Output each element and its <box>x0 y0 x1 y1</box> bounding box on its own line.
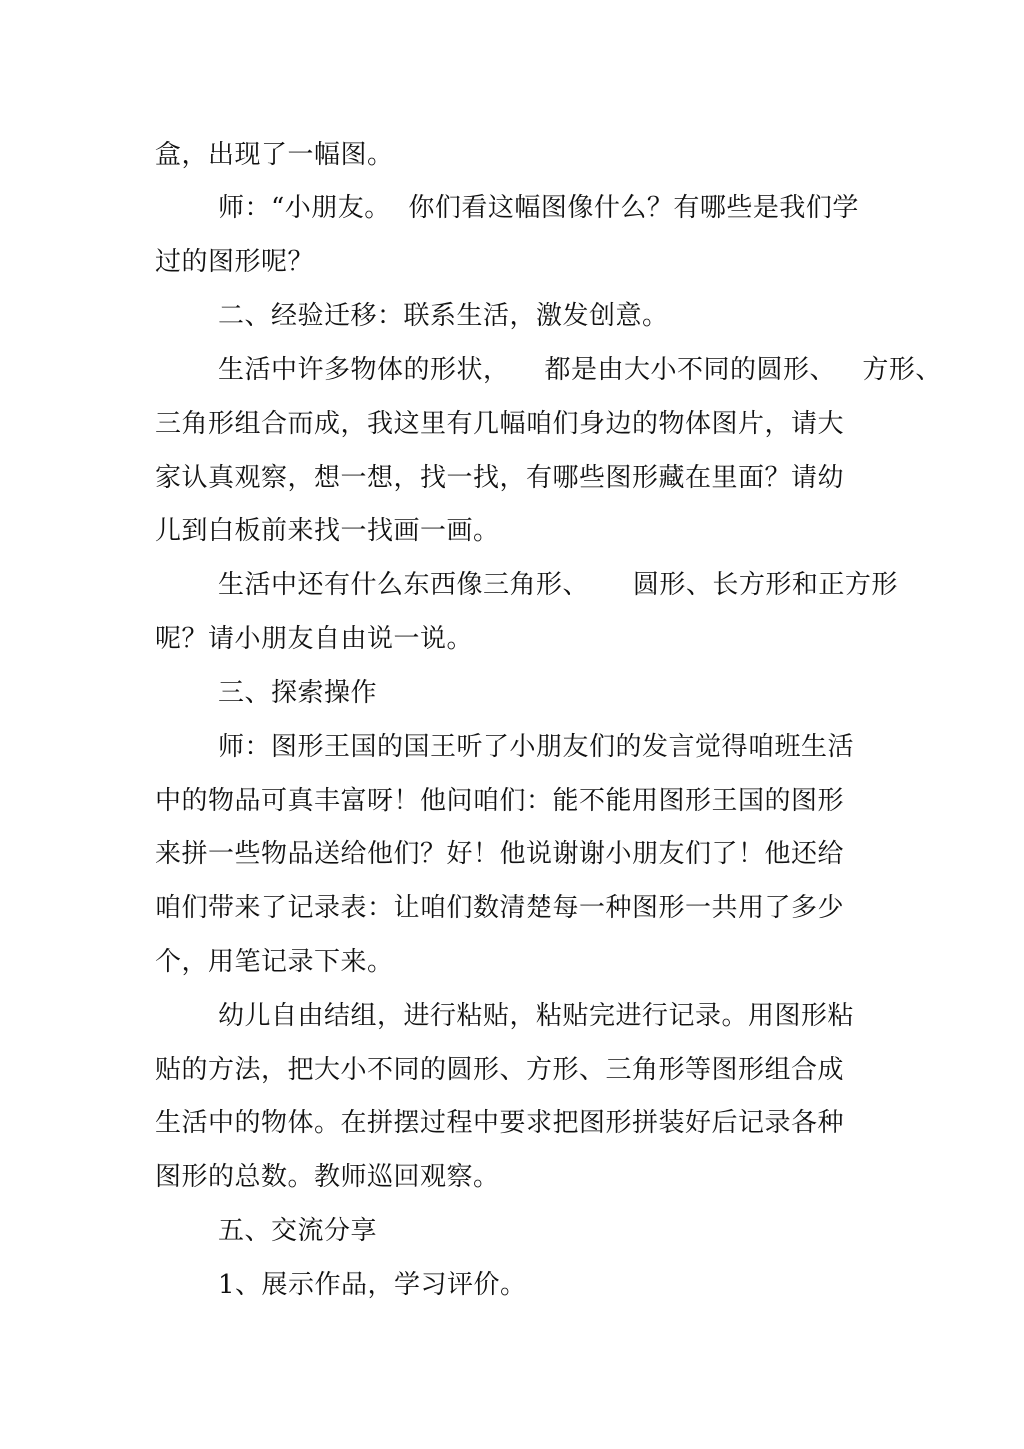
text-line: 三角形组合而成，我这里有几幅咱们身边的物体图片，请大 <box>155 409 845 439</box>
text-line: 生活中的物体。在拼摆过程中要求把图形拼装好后记录各种 <box>155 1108 845 1138</box>
text-line: 呢？请小朋友自由说一说。 <box>155 624 474 654</box>
text-line: 中的物品可真丰富呀！他问咱们：能不能用图形王国的图形 <box>155 786 845 816</box>
text-line: 家认真观察，想一想，找一找，有哪些图形藏在里面？请幼 <box>155 463 845 493</box>
text-line: 生活中还有什么东西像三角形、 圆形、长方形和正方形 <box>218 570 898 600</box>
text-line: 来拼一些物品送给他们？好！他说谢谢小朋友们了！他还给 <box>155 839 845 869</box>
text-line: 师：图形王国的国王听了小朋友们的发言觉得咱班生活 <box>218 732 855 762</box>
list-item: 1、展示作品，学习评价。 <box>218 1270 527 1300</box>
section-heading: 三、探索操作 <box>218 678 378 708</box>
text-line: 咱们带来了记录表：让咱们数清楚每一种图形一共用了多少 <box>155 893 845 923</box>
text-line: 图形的总数。教师巡回观察。 <box>155 1162 500 1192</box>
text-line: 幼儿自由结组，进行粘贴，粘贴完进行记录。用图形粘 <box>218 1001 855 1031</box>
text-line: 生活中许多物体的形状， 都是由大小不同的圆形、 方形、 <box>218 355 942 385</box>
text-line: 儿到白板前来找一找画一画。 <box>155 516 500 546</box>
text-line: 盒，出现了一幅图。 <box>155 140 394 170</box>
text-line: 过的图形呢？ <box>155 247 315 277</box>
section-heading: 五、交流分享 <box>218 1216 378 1246</box>
text-line: 师：“小朋友。 你们看这幅图像什么？有哪些是我们学 <box>218 193 859 223</box>
section-heading: 二、经验迁移：联系生活，激发创意。 <box>218 301 669 331</box>
text-line: 个，用笔记录下来。 <box>155 947 394 977</box>
text-line: 贴的方法，把大小不同的圆形、方形、三角形等图形组合成 <box>155 1055 845 1085</box>
